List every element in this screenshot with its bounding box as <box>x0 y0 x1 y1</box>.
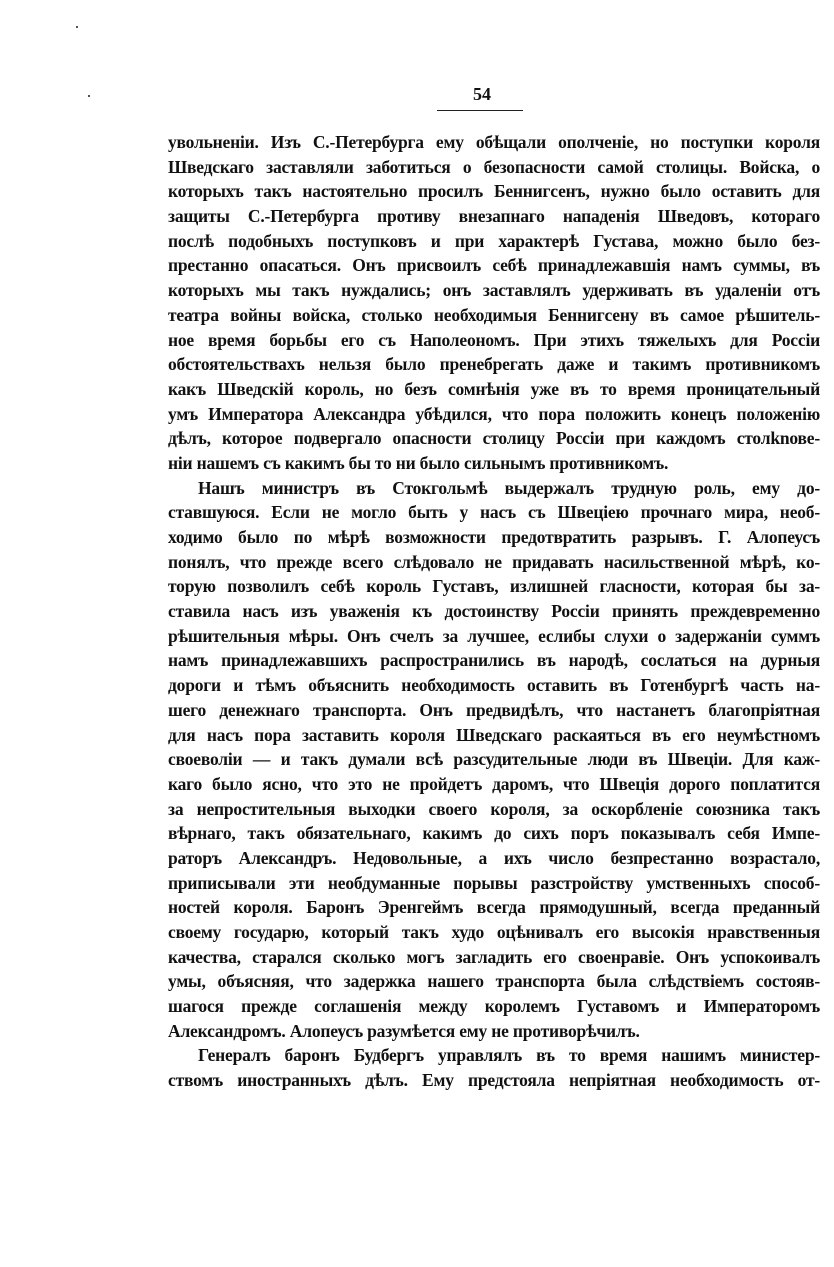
text-line: обстоятельствахъ нельзя было пренебрегать даже и такимъ противникомъ <box>168 354 820 375</box>
text-line: какъ Шведскiй король, но безъ сомнѣнiя уже въ то время проницательный <box>168 378 820 399</box>
text-line: раторъ Александръ. Недовольные, а ихъ число безпрестанно возрастало, <box>168 847 820 868</box>
text-line: каго было ясно, что это не пройдетъ даромъ, что Швецiя дорого поплатится <box>168 773 820 794</box>
scan-speck <box>88 95 90 97</box>
text-line: театра войны войска, столько необходимыя Беннигсену въ самое рѣшитель- <box>168 304 820 325</box>
text-line: которыхъ такъ настоятельно просилъ Беннигсенъ, нужно было оставить для <box>168 181 820 202</box>
header-rule <box>437 110 523 111</box>
text-line: Александромъ. Алопеусъ разумѣется ему не противорѣчилъ. <box>168 1020 640 1041</box>
paragraph <box>168 1043 820 1092</box>
text-line: дѣлъ, которое подвергало опасности столицу Россiи при каждомъ столknове- <box>168 428 820 449</box>
text-line: увольненiи. Изъ С.-Петербурга ему обѣщали ополченiе, но поступки короля <box>168 132 820 152</box>
text-line: дороги и тѣмъ объяснить необходимость оставить въ Готенбургѣ часть на- <box>168 675 820 696</box>
text-line: приписывали эти необдуманные порывы разстройству умственныхъ способ- <box>168 872 820 893</box>
text-line: ставила насъ изъ уваженiя къ достоинству Россiи принять преждевременно <box>168 601 820 622</box>
scan-speck <box>76 26 78 28</box>
text-line: Нашъ министръ въ Стокгольмѣ выдержалъ трудную роль, ему до- <box>198 477 820 498</box>
text-line: качества, старался сколько могъ загладить его своенравiе. Онъ успокоивалъ <box>168 946 820 967</box>
text-line: вѣрнаго, такъ обязательнаго, какимъ до сихъ поръ показывалъ себя Импе- <box>168 823 820 844</box>
text-line: ходимо было по мѣрѣ возможности предотвратить разрывъ. Г. Алопеусъ <box>168 527 820 547</box>
text-line: торую позволилъ себѣ король Густавъ, излишней гласности, которая бы за- <box>168 576 820 597</box>
text-line: ное время борьбы его съ Наполеономъ. При этихъ тяжелыхъ для Россiи <box>168 329 820 350</box>
text-line: за непростительныя выходки своего короля, за оскорбленiе союзника такъ <box>168 798 820 819</box>
text-line: умъ Императора Александра убѣдился, что пора положить конецъ положенiю <box>168 403 820 424</box>
text-line: шагося прежде соглашенiя между королемъ Густавомъ и Императоромъ <box>168 996 820 1017</box>
text-line: Шведскаго заставляли заботиться о безопасности самой столицы. Войска, о <box>168 156 820 177</box>
text-line: умы, объясняя, что задержка нашего транспорта была слѣдствiемъ состояв- <box>168 971 820 992</box>
text-line: шего денежнаго транспорта. Онъ предвидѣлъ, что настанетъ благопрiятная <box>168 699 820 720</box>
text-line: нiи нашемъ съ какимъ бы то ни было сильнымъ противникомъ. <box>168 452 669 473</box>
text-line: рѣшительныя мѣры. Онъ счелъ за лучшее, еслибы слухи о задержанiи суммъ <box>168 625 820 646</box>
paragraph <box>168 476 820 1044</box>
text-line: защиты С.-Петербурга противу внезапнаго нападенiя Шведовъ, котораго <box>168 206 820 227</box>
text-line: ствомъ иностранныхъ дѣлъ. Ему предстояла непрiятная необходимость от- <box>168 1070 820 1091</box>
text-line: ностей короля. Баронъ Эренгеймъ всегда прямодушный, всегда преданный <box>168 897 820 918</box>
text-line: понялъ, что прежде всего слѣдовало не придавать насильственной мѣрѣ, ко- <box>168 551 820 572</box>
text-line: для насъ пора заставить короля Шведскаго раскаяться въ его неумѣстномъ <box>168 724 820 745</box>
paragraph <box>168 130 820 476</box>
text-line: своеволiи — и такъ думали всѣ разсудительные люди въ Швецiи. Для каж- <box>168 749 820 770</box>
body-text <box>168 130 820 1093</box>
text-line: ставшуюся. Если не могло быть у насъ съ Швецiею прочнаго мира, необ- <box>168 502 820 523</box>
text-line: престанно опасаться. Онъ присвоилъ себѣ принадлежавшiя намъ суммы, въ <box>168 255 820 276</box>
page-number: 54 <box>473 84 491 104</box>
text-line: намъ принадлежавшихъ распространились въ народѣ, сослаться на дурныя <box>168 650 820 671</box>
text-line: послѣ подобныхъ поступковъ и при характерѣ Густава, можно было без- <box>168 230 820 251</box>
text-line: Генералъ баронъ Будбергъ управлялъ въ то время нашимъ министер- <box>198 1045 820 1066</box>
text-line: своему государю, который такъ худо оцѣнивалъ его высокiя нравственныя <box>168 922 820 942</box>
text-line: которыхъ мы такъ нуждались; онъ заставлялъ удерживать въ удаленiи отъ <box>168 280 820 301</box>
